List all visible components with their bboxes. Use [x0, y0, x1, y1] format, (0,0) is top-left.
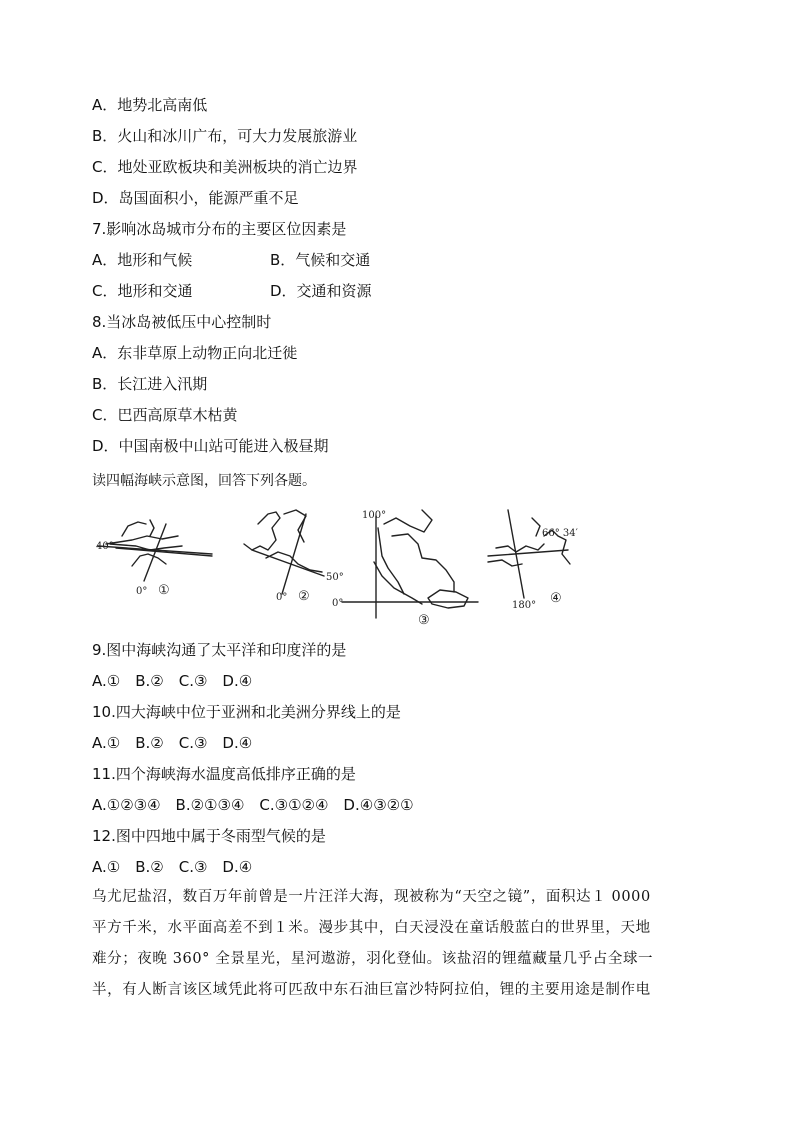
q10-stem: 10.四大海峡中位于亚洲和北美洲分界线上的是 [92, 703, 401, 721]
q6-option-c: C．地处亚欧板块和美洲板块的消亡边界 [92, 158, 358, 176]
map-number-4: ④ [550, 591, 562, 606]
passage-line-1: 乌尤尼盐沼，数百万年前曾是一片汪洋大海，现被称为“天空之镜”，面积达１ 0000 [92, 889, 651, 905]
lat-0-label: 0° [332, 598, 344, 609]
lon-180-label: 180° [512, 600, 537, 611]
lon-100-label: 100° [362, 510, 387, 521]
lat-40-label: 40° [96, 541, 114, 552]
q12-stem: 12.图中四地中属于冬雨型气候的是 [92, 827, 326, 845]
q8-option-c: C．巴西高原草木枯黄 [92, 406, 238, 424]
q11-stem: 11.四个海峡海水温度高低排序正确的是 [92, 765, 356, 783]
strait-figure-intro: 读四幅海峡示意图，回答下列各题。 [92, 473, 316, 489]
q8-option-d: D．中国南极中山站可能进入极昼期 [92, 437, 329, 455]
q11-options: A.①②③④ B.②①③④ C.③①②④ D.④③②① [92, 796, 414, 814]
lat-66-label: 66° 34′ [542, 528, 578, 539]
strait-maps-figure [92, 506, 592, 630]
q8-stem: 8.当冰岛被低压中心控制时 [92, 313, 272, 331]
passage-line-3: 难分；夜晚 360° 全景星光，星河遨游，羽化登仙。该盐沼的锂蕴藏量几乎占全球一 [92, 951, 654, 967]
map-number-3: ③ [418, 613, 430, 628]
q8-option-a: A．东非草原上动物正向北迁徙 [92, 344, 298, 362]
strait-sketch-maps [92, 506, 592, 630]
uyuni-passage [92, 882, 702, 1006]
q7-option-d: D．交通和资源 [270, 282, 372, 300]
q6-option-a: A．地势北高南低 [92, 96, 208, 114]
q9-options: A.① B.② C.③ D.④ [92, 672, 253, 690]
strait-map-3 [342, 510, 478, 618]
map-number-2: ② [298, 589, 310, 604]
q7-option-c: C．地形和交通 [92, 282, 193, 300]
strait-map-1 [98, 520, 212, 581]
q7-option-b: B．气候和交通 [270, 251, 371, 269]
q10-options: A.① B.② C.③ D.④ [92, 734, 253, 752]
q6-option-b: B．火山和冰川广布，可大力发展旅游业 [92, 127, 358, 145]
lon-0-label-map2: 0° [276, 592, 288, 603]
lon-0-label-map1: 0° [136, 586, 148, 597]
q12-options: A.① B.② C.③ D.④ [92, 858, 253, 876]
strait-map-4 [488, 510, 570, 598]
q9-stem: 9.图中海峡沟通了太平洋和印度洋的是 [92, 641, 347, 659]
q7-option-a: A．地形和气候 [92, 251, 193, 269]
passage-line-4: 半，有人断言该区域凭此将可匹敌中东石油巨富沙特阿拉伯，锂的主要用途是制作电 [92, 982, 651, 998]
passage-line-2: 平方千米，水平面高差不到１米。漫步其中，白天浸没在童话般蓝白的世界里，天地 [92, 920, 651, 936]
map-number-1: ① [158, 583, 170, 598]
lat-50-label: 50° [326, 572, 344, 583]
q7-stem: 7.影响冰岛城市分布的主要区位因素是 [92, 220, 347, 238]
q6-option-d: D．岛国面积小，能源严重不足 [92, 189, 299, 207]
q8-option-b: B．长江进入汛期 [92, 375, 208, 393]
strait-map-2 [244, 510, 324, 594]
